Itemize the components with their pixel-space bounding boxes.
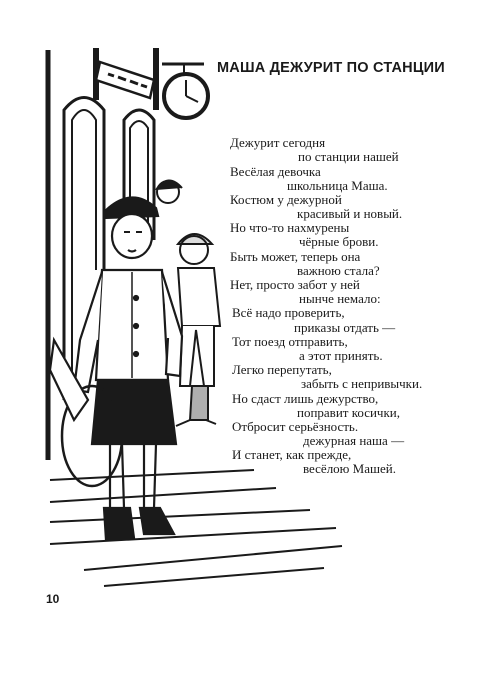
poem-line: школьница Маша.	[287, 178, 388, 193]
poem-line: Всё надо проверить,	[232, 305, 345, 320]
poem-line: забыть с непривычки.	[301, 376, 423, 391]
poem-line: красивый и новый.	[297, 206, 403, 221]
poem-line: весёлою Машей.	[303, 461, 396, 476]
poem-line: приказы отдать —	[294, 320, 396, 335]
poem-line: Весёлая девочка	[230, 164, 321, 179]
poem-line: Но сдаст лишь дежурство,	[232, 391, 379, 406]
poem-line: Быть может, теперь она	[230, 249, 361, 264]
poem-line: дежурная наша —	[303, 433, 405, 448]
poem-line: важною стала?	[297, 263, 380, 278]
poem-line: Легко перепутать,	[232, 362, 332, 377]
poem-line: нынче немало:	[299, 291, 381, 306]
station-sign	[96, 62, 154, 98]
page-title: МАША ДЕЖУРИТ ПО СТАНЦИИ	[217, 60, 445, 76]
platform-hatching	[50, 470, 342, 586]
poem-line: поправит косички,	[297, 405, 400, 420]
page-number: 10	[46, 592, 60, 606]
poem-line: Костюм у дежурной	[230, 192, 342, 207]
girl-figure	[50, 197, 182, 540]
poem-line: Отбросит серьёзность.	[232, 419, 359, 434]
poem-line: Нет, просто забот у ней	[230, 277, 360, 292]
poem-line: И станет, как прежде,	[232, 447, 352, 462]
poem-line: по станции нашей	[298, 149, 399, 164]
poem-line: Дежурит сегодня	[230, 135, 326, 150]
poem-line: чёрные брови.	[299, 234, 379, 249]
poem-line: а этот принять.	[299, 348, 383, 363]
station-clock-icon	[162, 64, 208, 118]
poem-line: Но что-то нахмурены	[230, 220, 350, 235]
poem-line: Тот поезд отправить,	[232, 334, 348, 349]
